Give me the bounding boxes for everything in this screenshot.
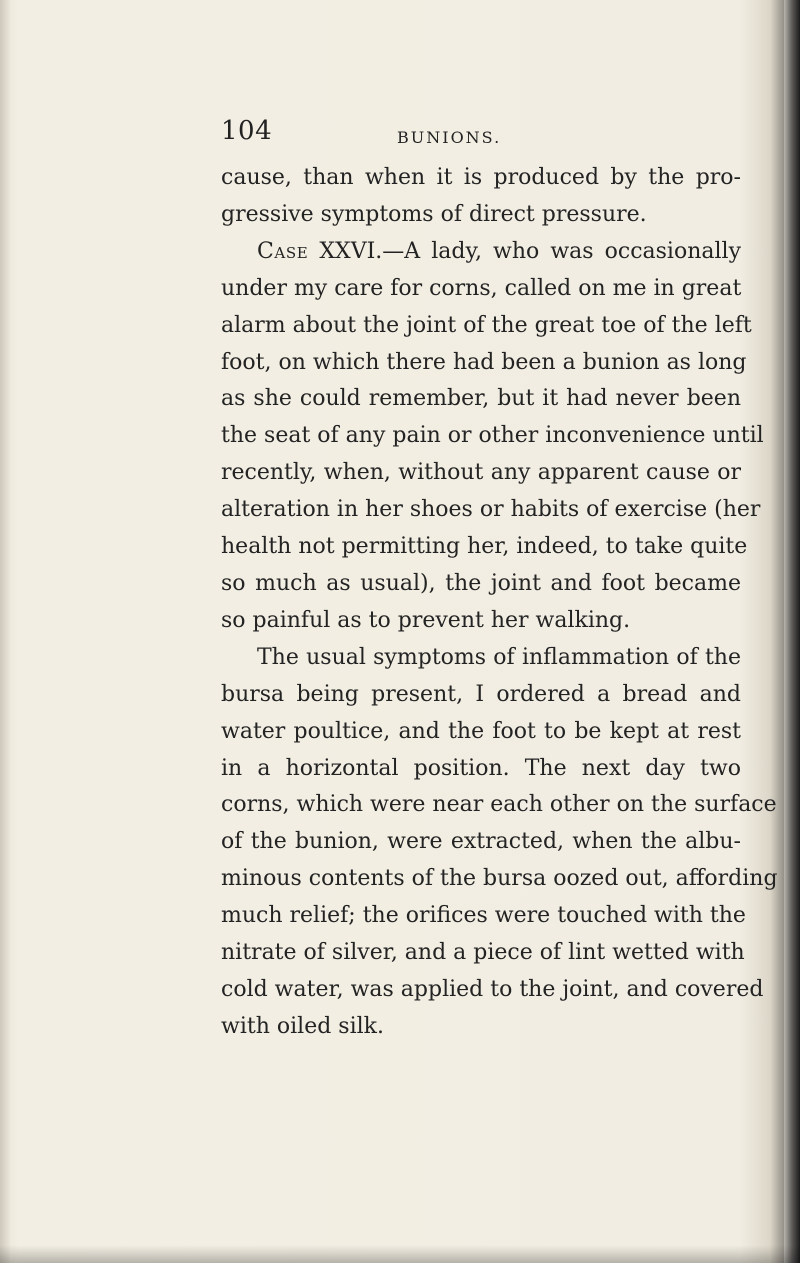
text-line: so much as usual), the joint and foot became [221, 570, 741, 596]
text-line: minous contents of the bursa oozed out, affording [221, 866, 778, 892]
text-line: cold water, was applied to the joint, and covered [221, 976, 764, 1002]
text-line: alteration in her shoes or habits of exercise (her [221, 497, 761, 523]
text-line: under my care for corns, called on me in great [221, 275, 742, 301]
text-line: The usual symptoms of inflammation of the [257, 644, 741, 670]
text-line: cause, than when it is produced by the pro- [221, 165, 741, 190]
text-line: corns, which were near each other on the surface [221, 792, 777, 818]
running-head: BUNIONS. [397, 128, 502, 147]
page-number: 104 [221, 116, 273, 146]
text-line: gressive symptoms of direct pressure. [221, 201, 647, 227]
text-line: health not permitting her, indeed, to take quite [221, 534, 748, 560]
text-line: much relief; the orifices were touched with the [221, 903, 746, 929]
case-heading-text: XXVI.—A lady, who was occasionally [319, 238, 741, 264]
text-line: nitrate of silver, and a piece of lint wetted with [221, 940, 745, 966]
text-line: water poultice, and the foot to be kept at rest [221, 718, 741, 744]
text-line: bursa being present, I ordered a bread and [221, 681, 741, 707]
text-line: in a horizontal position. The next day two [221, 755, 741, 781]
text-line: of the bunion, were extracted, when the albu- [221, 829, 741, 855]
text-line: the seat of any pain or other inconvenience until [221, 423, 764, 449]
case-label: Case [257, 238, 309, 264]
text-line: alarm about the joint of the great toe of the left [221, 312, 752, 338]
page-bottom-shadow [0, 1245, 800, 1263]
page-left-edge [0, 0, 10, 1263]
text-line: as she could remember, but it had never been [221, 386, 741, 412]
page-binding-shadow [784, 0, 800, 1263]
text-line: with oiled silk. [221, 1013, 384, 1039]
body-text [221, 160, 778, 1046]
text-line: recently, when, without any apparent cause or [221, 460, 741, 486]
text-line-case-heading [221, 234, 741, 271]
text-line: so painful as to prevent her walking. [221, 607, 631, 633]
page-header [0, 114, 800, 154]
text-line: foot, on which there had been a bunion as long [221, 349, 747, 375]
